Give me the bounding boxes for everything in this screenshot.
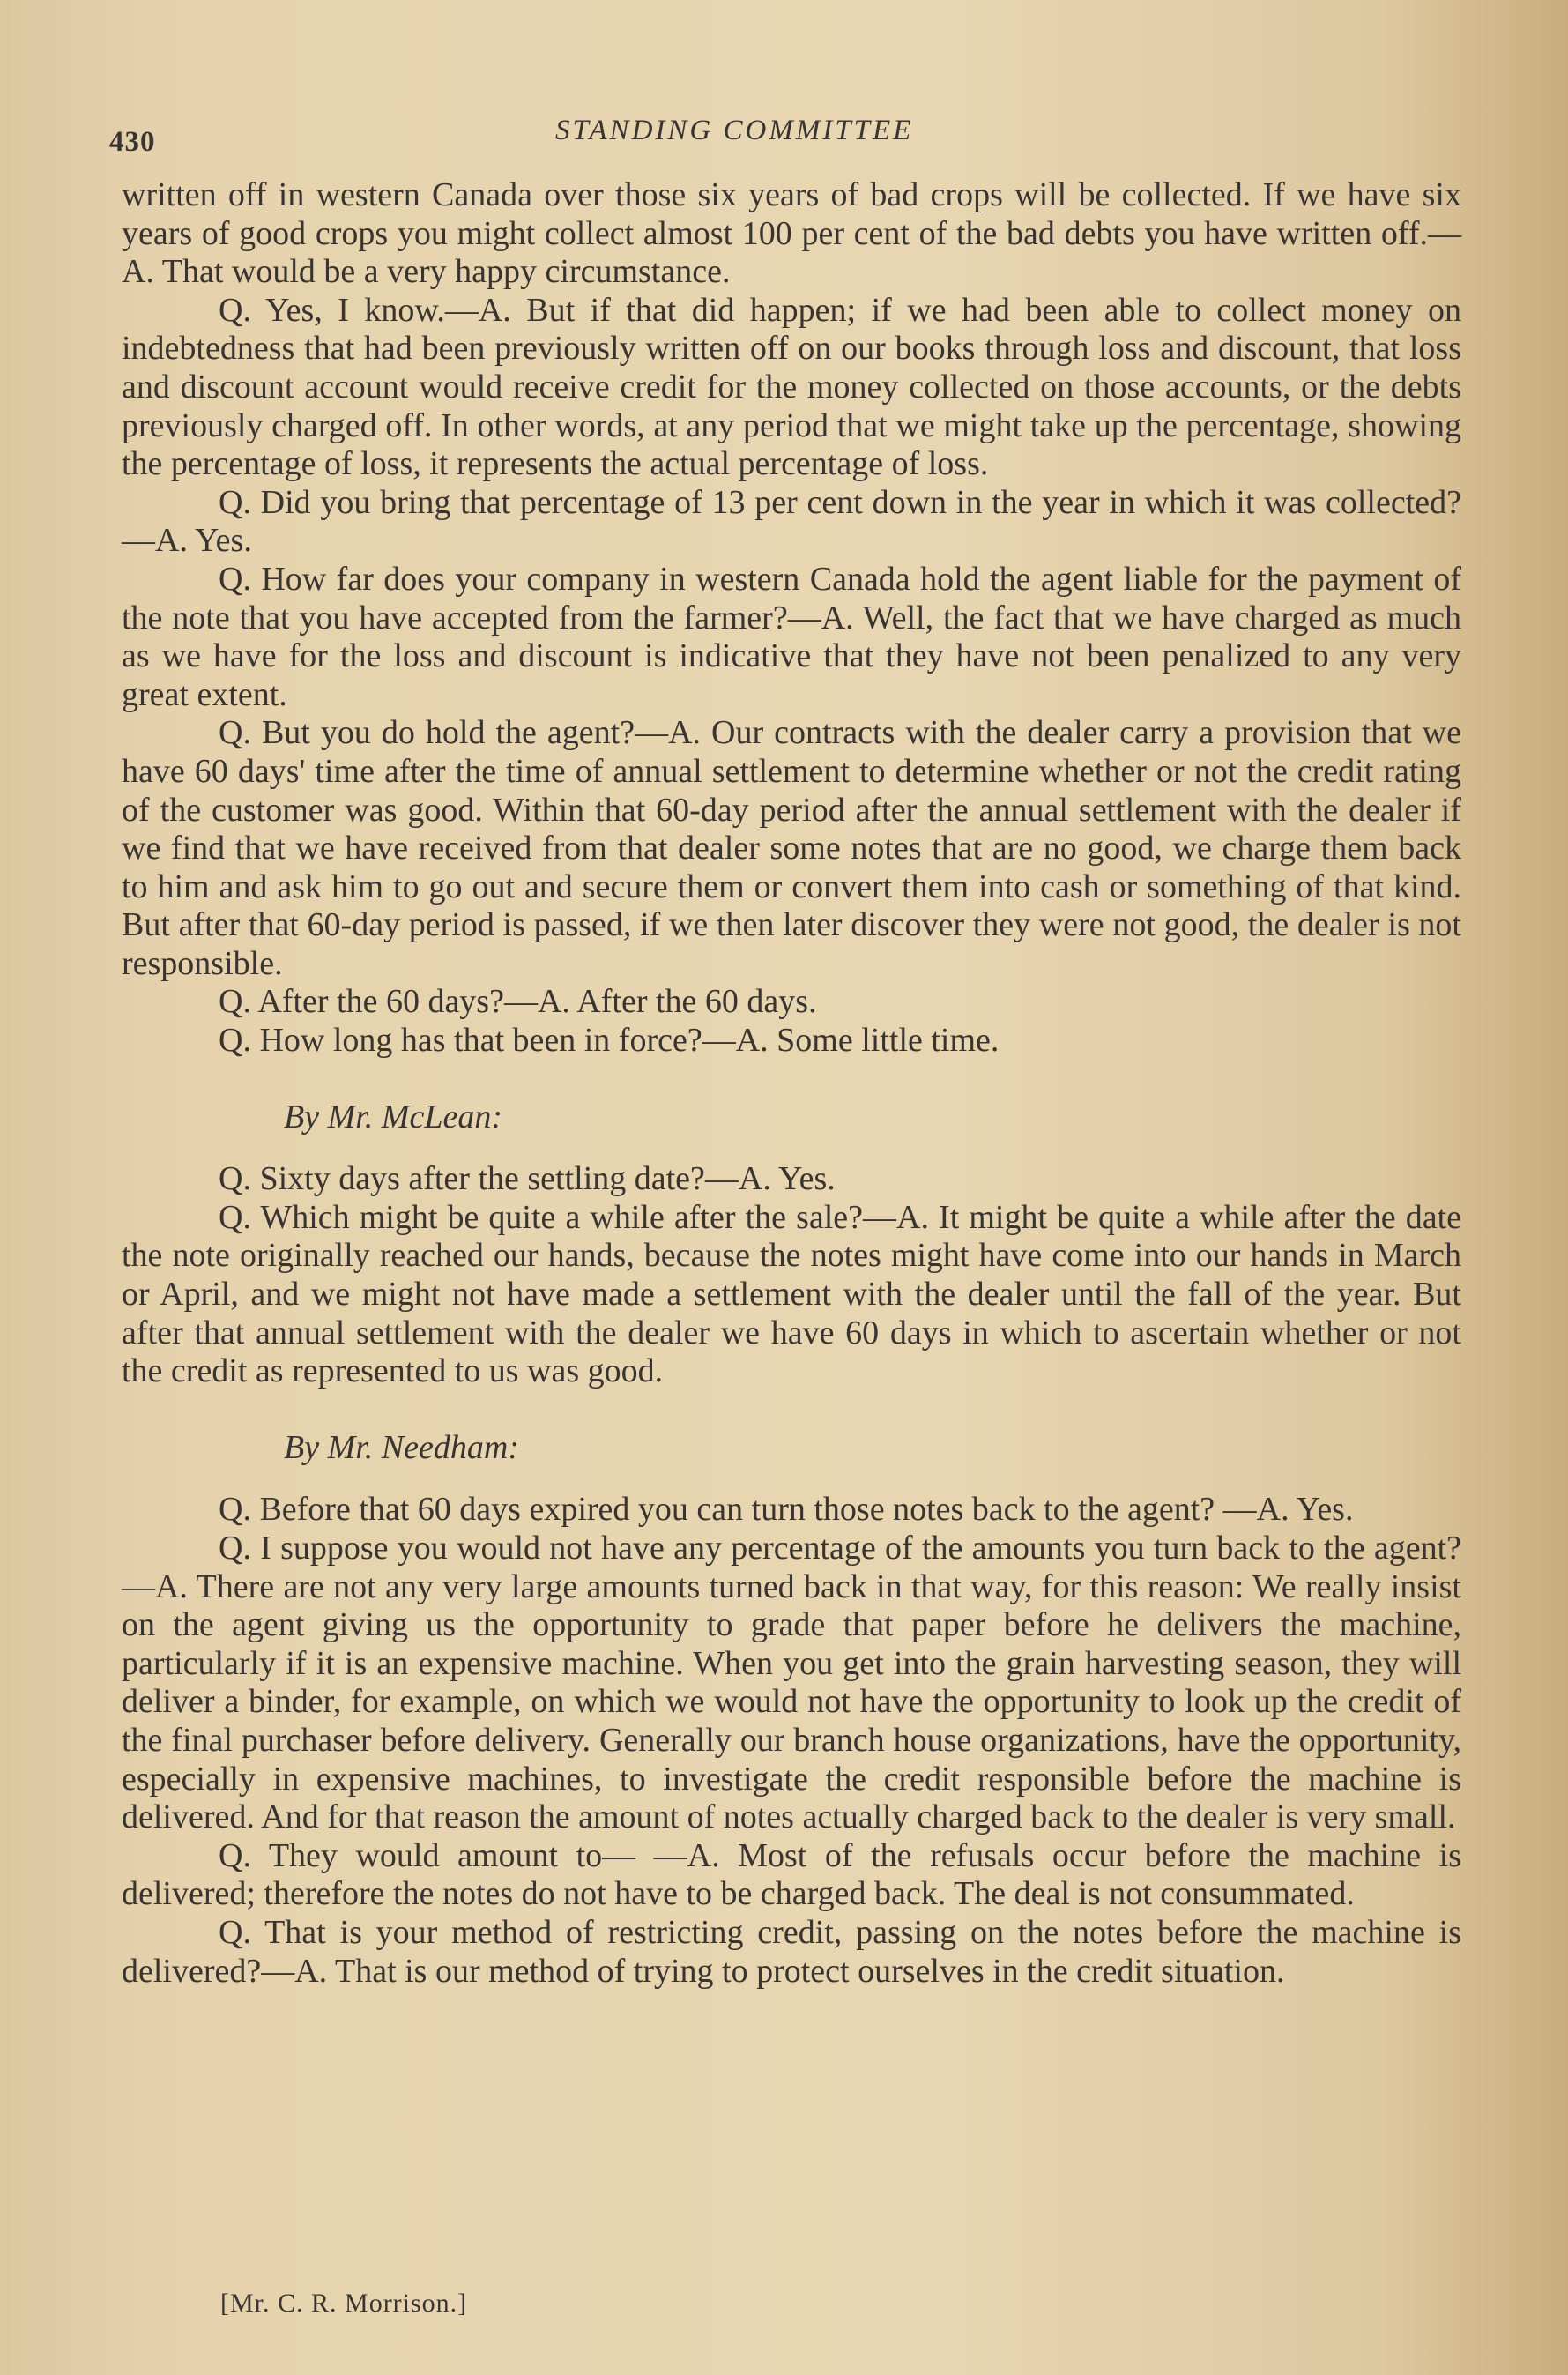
- section-heading: By Mr. Needham:: [284, 1428, 519, 1466]
- paragraph: Q. Sixty days after the settling date?—A. Yes.: [219, 1160, 836, 1198]
- running-head: STANDING COMMITTEE: [555, 115, 914, 146]
- paragraph: Q. Which might be quite a while after the sale?—A. It might be quite a while after the date the note originally reached our hands, because the notes might have come into our hands in March or April, and we might not have made a settlement with the dealer until the fall of the year. But after that annual settlement with the dealer we have 60 days in which to ascertain whether or not the credit as represented to us was good.: [122, 1198, 1461, 1390]
- paragraph: Q. But you do hold the agent?—A. Our contracts with the dealer carry a provision that we have 60 days' time after the time of annual settlement to determine whether or not the credit rating of the customer was good. Within that 60-day period after the annual settlement with the dealer if we find that we have received from that dealer some notes that are no good, we charge them back to him and ask him to go out and secure them or convert them into cash or something of that kind. But after that 60-day period is passed, if we then later discover they were not good, the dealer is not responsible.: [122, 714, 1461, 982]
- paragraph: Q. How far does your company in western Canada hold the agent liable for the payment of the note that you have accepted from the farmer?—A. Well, the fact that we have charged as much as we have for the loss and discount is indicative that they have not been penalized to any very great extent.: [122, 560, 1461, 713]
- paragraph: Q. How long has that been in force?—A. Some little time.: [219, 1022, 1000, 1060]
- section-heading: By Mr. McLean:: [284, 1098, 502, 1135]
- paragraph: Q. After the 60 days?—A. After the 60 days.: [219, 983, 817, 1021]
- paragraph: Q. Yes, I know.—A. But if that did happen; if we had been able to collect money on indebtedness that had been previously written off on our books through loss and discount, that loss and discount account would receive credit for the money collected on those accounts, or the debts previously charged off. In other words, at any period that we might take up the percentage, showing the percentage of loss, it represents the actual percentage of loss.: [122, 291, 1461, 483]
- paragraph: Q. I suppose you would not have any percentage of the amounts you turn back to the agent?—A. There are not any very large amounts turned back in that way, for this reason: We really insist on the agent giving us the opportunity to grade that paper before he delivers the machine, particularly if it is an expensive machine. When you get into the grain harvesting season, they will deliver a binder, for example, on which we would not have the opportunity to look up the credit of the final purchaser before delivery. Generally our branch house organizations, have the opportunity, especially in expensive machines, to investigate the credit responsible before the machine is delivered. And for that reason the amount of notes actually charged back to the dealer is very small.: [122, 1530, 1461, 1836]
- witness-footer: [Mr. C. R. Morrison.]: [220, 2289, 468, 2318]
- paragraph: Q. They would amount to— —A. Most of the refusals occur before the machine is delivered; therefore the notes do not have to be charged back. The deal is not consummated.: [122, 1836, 1461, 1913]
- body-text: [122, 176, 1461, 1991]
- paragraph: Q. That is your method of restricting credit, passing on the notes before the machine is delivered?—A. That is our method of trying to protect ourselves in the credit situation.: [122, 1913, 1461, 1990]
- paragraph: written off in western Canada over those six years of bad crops will be collected. If we have six years of good crops you might collect almost 100 per cent of the bad debts you have written off.—A. That would be a very happy circumstance.: [122, 176, 1461, 291]
- paragraph: Q. Did you bring that percentage of 13 per cent down in the year in which it was collected?—A. Yes.: [122, 483, 1461, 560]
- paragraph: Q. Before that 60 days expired you can turn those notes back to the agent? —A. Yes.: [219, 1491, 1354, 1529]
- page-number: 430: [109, 126, 156, 158]
